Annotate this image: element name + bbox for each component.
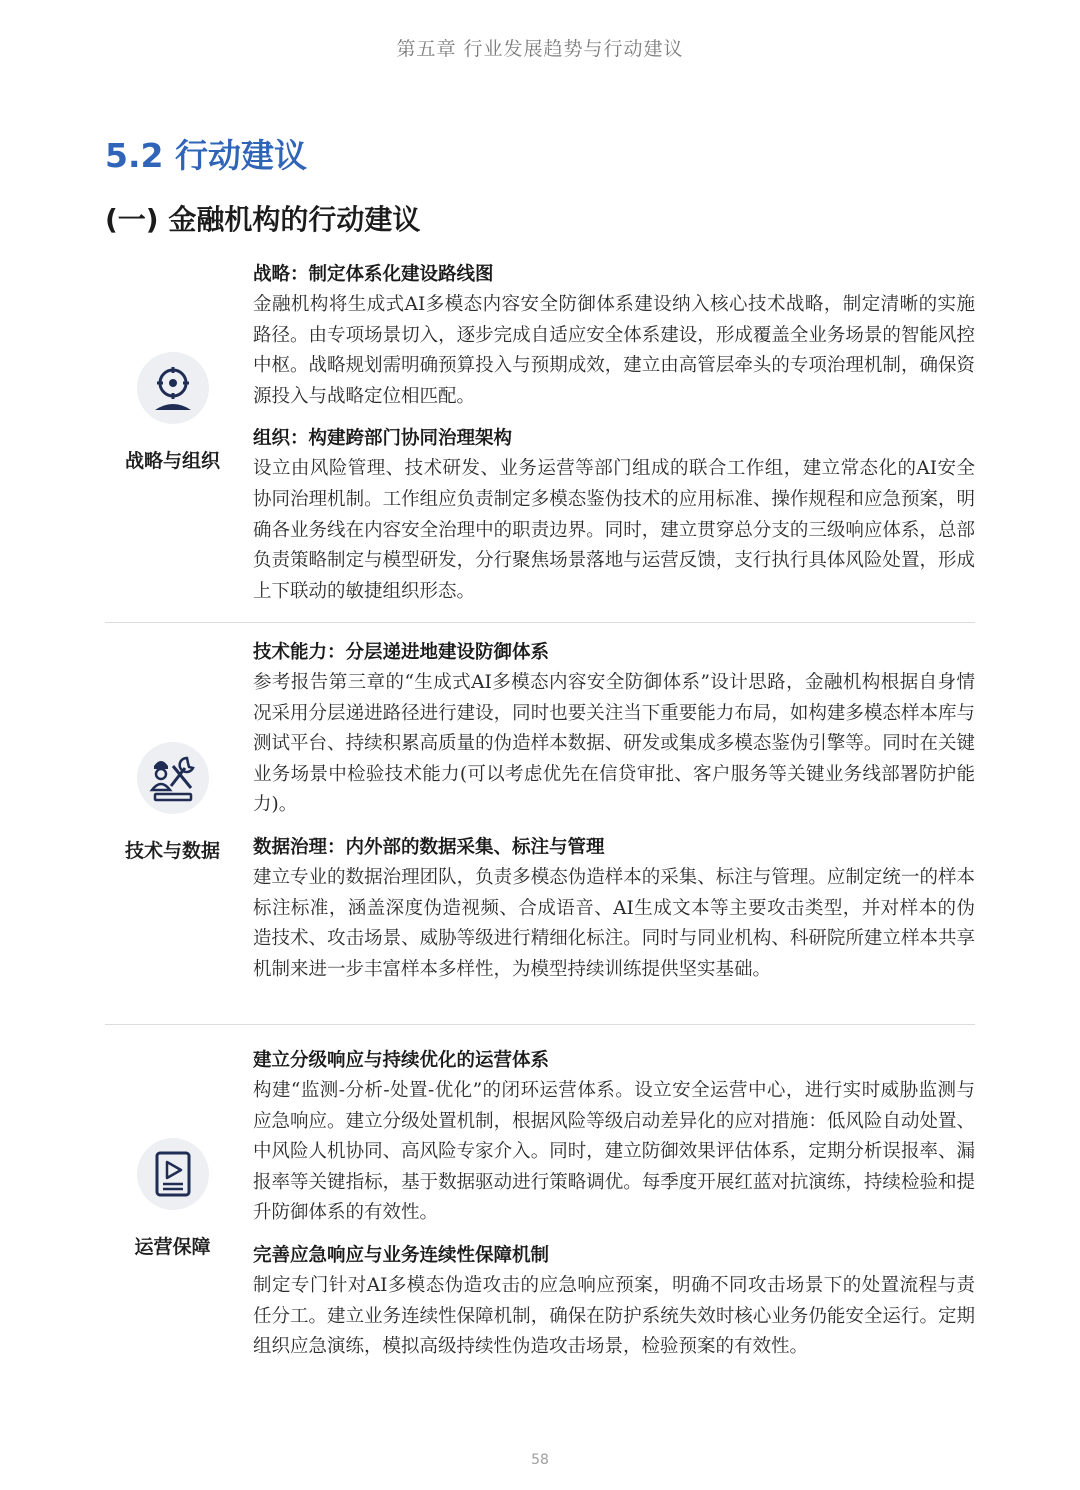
block-content — [253, 638, 975, 997]
item-body: 制定专门针对AI多模态伪造攻击的应急响应预案，明确不同攻击场景下的处置流程与责任分工。建立业务连续性保障机制，确保在防护系统失效时核心业务仍能安全运行。定期组织应急演练，模拟高级持续性伪造攻击场景，检验预案的有效性。 — [253, 1274, 975, 1358]
block-side — [105, 1138, 240, 1259]
side-label: 技术与数据 — [124, 840, 220, 862]
item-body: 金融机构将生成式AI多模态内容安全防御体系建设纳入核心技术战略，制定清晰的实施路径。由专项场景切入，逐步完成自适应安全体系建设，形成覆盖全业务场景的智能风控中枢。战略规划需明确预算投入与预期成效，建立由高管层牵头的专项治理机制，确保资源投入与战略定位相匹配。 — [253, 294, 975, 407]
item-body: 构建“监测-分析-处置-优化”的闭环运营体系。设立安全运营中心，进行实时威胁监测与应急响应。建立分级处置机制，根据风险等级启动差异化的应对措施：低风险自动处置、中风险人机协同、高风险专家介入。同时，建立防御效果评估体系，定期分析误报率、漏报率等关键指标，基于数据驱动进行策略调优。每季度开展红蓝对抗演练，持续检验和提升防御体系的有效性。 — [253, 1080, 975, 1224]
divider — [105, 622, 975, 623]
running-header: 第五章 行业发展趋势与行动建议 — [396, 38, 684, 60]
block-side — [105, 742, 240, 863]
subsection-title: (一) 金融机构的行动建议 — [105, 203, 421, 236]
item-body: 建立专业的数据治理团队，负责多模态伪造样本的采集、标注与管理。应制定统一的样本标注标准，涵盖深度伪造视频、合成语音、AI生成文本等主要攻击类型，并对样本的伪造技术、攻击场景、威胁等级进行精细化标注。同时与同业机构、科研院所建立样本共享机制来进一步丰富样本多样性，为模型持续训练提供坚实基础。 — [253, 866, 975, 980]
target-person-icon — [137, 352, 209, 424]
item-heading: 技术能力：分层递进地建设防御体系 — [253, 642, 550, 663]
block-side — [105, 352, 240, 473]
section-title: 5.2 行动建议 — [105, 136, 307, 175]
engineer-tools-icon — [137, 742, 209, 814]
side-label: 战略与组织 — [124, 450, 220, 472]
item-heading: 建立分级响应与持续优化的运营体系 — [253, 1050, 550, 1071]
side-label: 运营保障 — [134, 1236, 211, 1258]
block-content — [253, 1046, 975, 1375]
block-strategy-organization — [105, 260, 975, 610]
item-heading: 数据治理：内外部的数据采集、标注与管理 — [253, 836, 605, 858]
block-content — [253, 260, 975, 619]
item-heading: 组织：构建跨部门协同治理架构 — [253, 428, 513, 450]
item-heading: 战略：制定体系化建设路线图 — [253, 264, 494, 285]
block-technology-data — [105, 638, 975, 1018]
block-operations — [105, 1046, 975, 1406]
page-number: 58 — [531, 1452, 549, 1468]
play-document-icon — [137, 1138, 209, 1210]
item-body: 设立由风险管理、技术研发、业务运营等部门组成的联合工作组，建立常态化的AI安全协同治理机制。工作组应负责制定多模态鉴伪技术的应用标准、操作规程和应急预案，明确各业务线在内容安全治理中的职责边界。同时，建立贯穿总分支的三级响应体系，总部负责策略制定与模型研发，分行聚焦场景落地与运营反馈，支行执行具体风险处置，形成上下联动的敏捷组织形态。 — [253, 458, 975, 602]
divider — [105, 1024, 975, 1025]
item-heading: 完善应急响应与业务连续性保障机制 — [253, 1244, 550, 1266]
item-body: 参考报告第三章的“生成式AI多模态内容安全防御体系”设计思路，金融机构根据自身情况采用分层递进路径进行建设，同时也要关注当下重要能力布局，如构建多模态样本库与测试平台、持续积累高质量的伪造样本数据、研发或集成多模态鉴伪引擎等。同时在关键业务场景中检验技术能力(可以考虑优先在信贷审批、客户服务等关键业务线部署防护能力)。 — [253, 672, 975, 816]
